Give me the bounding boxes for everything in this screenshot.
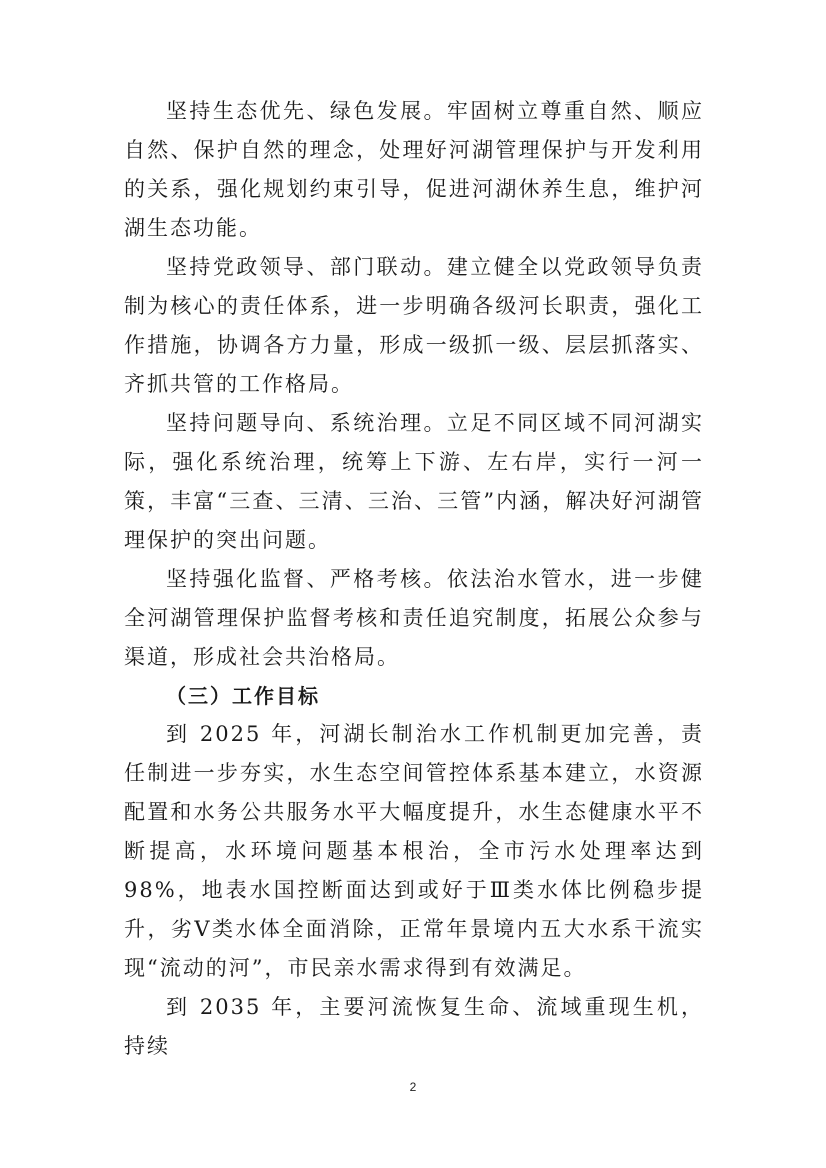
- document-body: [124, 92, 704, 1066]
- page-number: 2: [409, 1080, 417, 1094]
- principle-paragraph-supervision: 坚持强化监督、严格考核。依法治水管水，进一步健全河湖管理保护监督考核和责任追究制度，拓展公众参与渠道，形成社会共治格局。: [124, 567, 704, 669]
- principle-paragraph-governance: 坚持问题导向、系统治理。立足不同区域不同河湖实际，强化系统治理，统筹上下游、左右岸，实行一河一策，丰富“三查、三清、三治、三管”内涵，解决好河湖管理保护的突出问题。: [124, 411, 704, 552]
- goal-paragraph-2025: 到 2025 年，河湖长制治水工作机制更加完善，责任制进一步夯实，水生态空间管控体系基本建立，水资源配置和水务公共服务水平大幅度提升，水生态健康水平不断提高，水环境问题基本根治，全市污水处理率达到98%，地表水国控断面达到或好于Ⅲ类水体比例稳步提升，劣Ⅴ类水体全面消除，正常年景境内五大水系干流实现“流动的河”，市民亲水需求得到有效满足。: [124, 722, 704, 980]
- principle-paragraph-leadership: 坚持党政领导、部门联动。建立健全以党政领导负责制为核心的责任体系，进一步明确各级河长职责，强化工作措施，协调各方力量，形成一级抓一级、层层抓落实、齐抓共管的工作格局。: [124, 255, 704, 396]
- section-heading: （三）工作目标: [166, 684, 320, 708]
- goal-paragraph-2035: 到 2035 年，主要河流恢复生命、流域重现生机，持续: [124, 995, 704, 1058]
- principle-paragraph-ecology: 坚持生态优先、绿色发展。牢固树立尊重自然、顺应自然、保护自然的理念，处理好河湖管理保护与开发利用的关系，强化规划约束引导，促进河湖休养生息，维护河湖生态功能。: [124, 99, 704, 240]
